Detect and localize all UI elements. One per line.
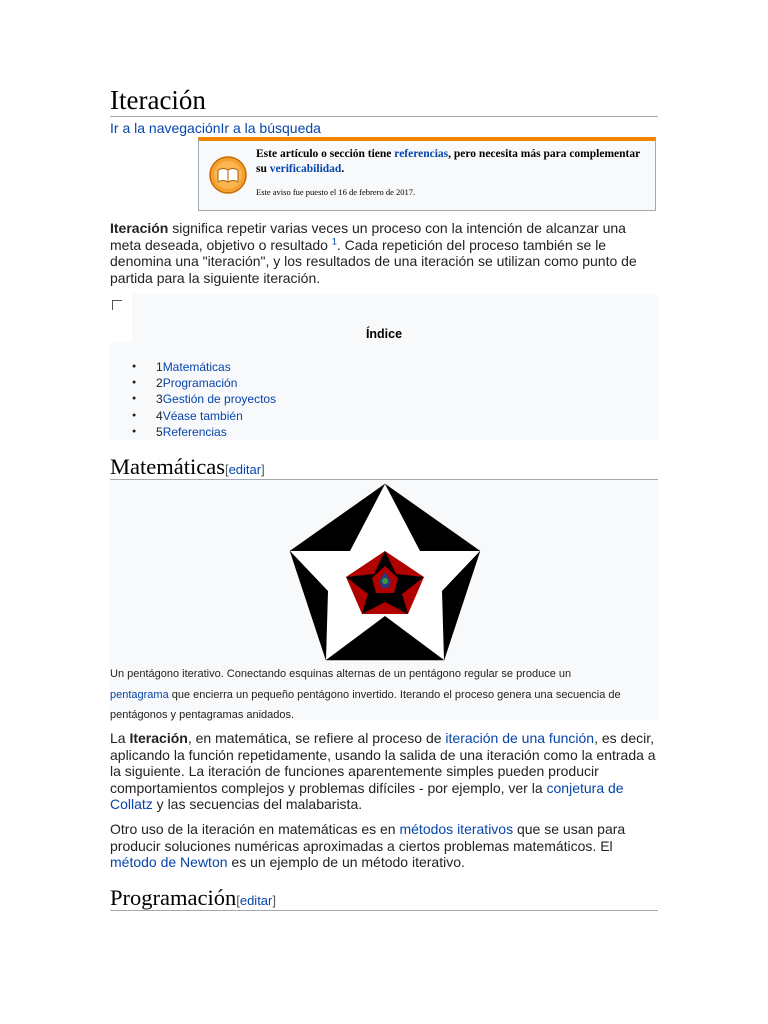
metodos-iterativos-link[interactable]: métodos iterativos (399, 821, 514, 837)
references-notice-box (198, 137, 656, 211)
iteracion-de-una-funcion-link[interactable]: iteración de una función (445, 730, 595, 746)
intro-paragraph: Iteración significa repetir varias veces un proceso con la intención de alcanzar una meta deseada, objetivo o resultado $^1$. Cada repetición del proceso también se le denomina una "iteración", y los resultados de una iteración se utilizan como punto de partida para la siguiente iteración. (110, 220, 637, 286)
table-of-contents (110, 294, 658, 440)
matematicas-paragraph-1: La Iteración, en matemática, se refiere al proceso de iteración de una función, es decir, aplicando la función repetidamente, usando la salida de una iteración como la entrada a la siguiente. La iteración de funciones aparentemente simples pueden producir comportamientos complejos y problemas difíciles - por ejemplo, ver la conjetura de Collatz y las secuencias del malabarista. (110, 730, 656, 812)
edit-section-link: [editar] (224, 462, 265, 477)
notice-date: Este aviso fue puesto el 16 de febrero de 2017. (256, 187, 416, 197)
jump-to-navigation-link[interactable]: Ir a la navegación (110, 120, 221, 136)
section-divider (110, 910, 658, 911)
figure-caption: Un pentágono iterativo. Conectando esquinas alternas de un pentágono regular se produce un pentagrama que encierra un pequeño pentágono invertido. Iterando el proceso genera una secuencia de pentágonos y pentagramas anidados. (110, 668, 621, 721)
book-icon (209, 156, 247, 194)
section-heading-programacion: Programación[editar] (110, 885, 276, 910)
toc-item-matematicas[interactable]: ● 1Matemáticas (132, 359, 276, 375)
conjetura-de-collatz-link[interactable]: conjetura de Collatz (110, 779, 624, 812)
section-heading-matematicas: Matemáticas[editar] (110, 454, 265, 479)
toc-item-gestion[interactable]: ● 3Gestión de proyectos (132, 391, 276, 407)
referencias-link[interactable]: referencias (394, 148, 449, 160)
jump-to-search-link[interactable]: Ir a la búsqueda (220, 120, 321, 136)
toc-list (132, 359, 276, 440)
toc-item-programacion[interactable]: ● 2Programación (132, 375, 276, 391)
toc-item-referencias[interactable]: ● 5Referencias (132, 424, 276, 440)
verificabilidad-link[interactable]: verificabilidad (269, 163, 342, 175)
pentagrama-link[interactable]: pentagrama (110, 688, 169, 701)
toc-title: Índice (365, 327, 403, 341)
iterated-pentagon-image (288, 482, 482, 662)
matematicas-paragraph-2: Otro uso de la iteración en matemáticas es en métodos iterativos que se usan para producir soluciones numéricas aproximadas a ciertos problemas matemáticos. El método de Newton es un ejemplo de un método iterativo. (110, 821, 626, 870)
jump-links (110, 120, 321, 136)
toc-toggle-checkbox[interactable] (112, 300, 122, 310)
title-divider (110, 116, 658, 117)
reference-1-link[interactable]: 1 (331, 235, 337, 246)
metodo-de-newton-link[interactable]: método de Newton (110, 854, 228, 870)
notice-text: Este artículo o sección tiene referencias, pero necesita más para complementar su verificabilidad. (256, 148, 641, 175)
page-title: Iteración (110, 85, 206, 115)
edit-section-link: [editar] (236, 893, 276, 908)
pentagon-figure (110, 480, 658, 720)
toc-item-vease[interactable]: ● 4Véase también (132, 408, 276, 424)
